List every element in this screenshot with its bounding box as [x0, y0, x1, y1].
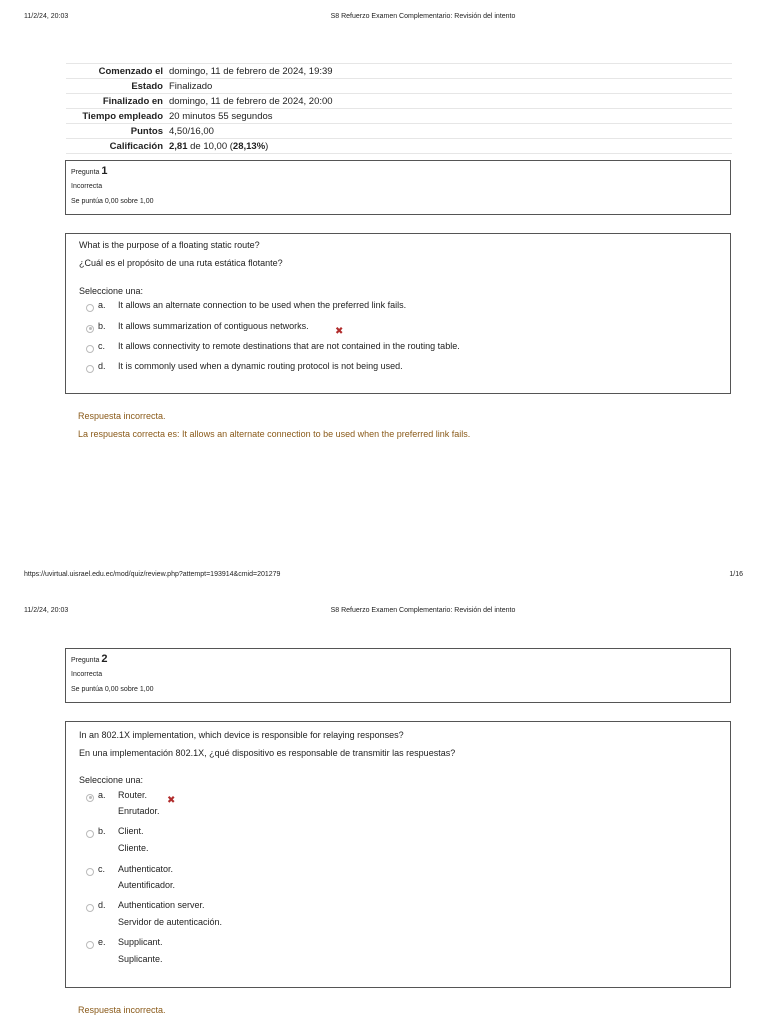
option-text: It is commonly used when a dynamic routing protocol is not being used.: [118, 361, 403, 371]
feedback-incorrect: Respuesta incorrecta.: [78, 1005, 166, 1015]
answer-option-a[interactable]: [86, 300, 406, 310]
summary-value: domingo, 11 de febrero de 2024, 19:39: [169, 65, 333, 77]
radio-button-selected[interactable]: [86, 794, 94, 802]
question-text-en: What is the purpose of a floating static route?: [79, 240, 260, 250]
incorrect-cross-icon: ✖: [335, 326, 344, 337]
option-letter: d.: [98, 361, 106, 371]
question-grade: Se puntúa 0,00 sobre 1,00: [71, 686, 154, 693]
question-2-content: [65, 721, 731, 988]
page-footer-url: https://uvirtual.uisrael.edu.ec/mod/quiz/review.php?attempt=193914&cmid=201279: [24, 571, 281, 578]
summary-row-grade: [66, 139, 732, 154]
option-letter: c.: [98, 864, 106, 874]
answer-option-b[interactable]: [86, 826, 144, 836]
summary-label: Comenzado el: [98, 65, 163, 77]
radio-button-selected[interactable]: [86, 325, 94, 333]
option-subtext: Suplicante.: [118, 954, 163, 964]
radio-button[interactable]: [86, 941, 94, 949]
question-state: Incorrecta: [71, 671, 103, 678]
answer-option-d[interactable]: [86, 361, 403, 371]
summary-row: [66, 109, 732, 124]
option-subtext: Autentificador.: [118, 880, 176, 890]
radio-button[interactable]: [86, 904, 94, 912]
question-2-info: [65, 648, 731, 703]
question-prefix: Pregunta: [71, 657, 102, 664]
grade-value: [169, 139, 732, 154]
question-text-es: ¿Cuál es el propósito de una ruta estática flotante?: [79, 258, 283, 268]
page-header-title: S8 Refuerzo Examen Complementario: Revisión del intento: [330, 607, 516, 614]
grade-mid: de 10,00 (: [187, 140, 233, 152]
question-1-content: [65, 233, 731, 394]
grade-end: ): [265, 140, 269, 152]
option-subtext: Servidor de autenticación.: [118, 917, 223, 927]
answer-option-c[interactable]: [86, 864, 173, 874]
select-prompt: Seleccione una:: [79, 775, 144, 785]
option-text: Authentication server.: [118, 900, 205, 910]
option-letter: b.: [98, 321, 106, 331]
answer-option-a[interactable]: [86, 790, 147, 800]
option-letter: d.: [98, 900, 106, 910]
question-text-es: En una implementación 802.1X, ¿qué dispositivo es responsable de transmitir las respuestas?: [79, 748, 456, 758]
summary-value: domingo, 11 de febrero de 2024, 20:00: [169, 95, 333, 107]
option-subtext: Cliente.: [118, 843, 149, 853]
summary-label: Estado: [131, 80, 163, 92]
page-header-date: 11/2/24, 20:03: [24, 607, 69, 614]
summary-row: [66, 124, 732, 139]
radio-button[interactable]: [86, 868, 94, 876]
summary-value: 4,50/16,00: [169, 125, 214, 137]
summary-row: [66, 64, 732, 79]
option-letter: e.: [98, 937, 106, 947]
answer-option-e[interactable]: [86, 937, 163, 947]
summary-row: [66, 94, 732, 109]
summary-label: Puntos: [130, 125, 163, 137]
feedback-correct-answer: La respuesta correcta es: It allows an alternate connection to be used when the preferred link fails.: [78, 429, 471, 439]
radio-button[interactable]: [86, 304, 94, 312]
radio-button[interactable]: [86, 365, 94, 373]
summary-row: [66, 79, 732, 94]
summary-value: 20 minutos 55 segundos: [169, 110, 273, 122]
question-grade: Se puntúa 0,00 sobre 1,00: [71, 198, 154, 205]
answer-option-c[interactable]: [86, 341, 460, 351]
page-footer-number: 1/16: [729, 571, 743, 578]
attempt-summary-table: [66, 63, 732, 154]
grade-score: 2,81: [169, 140, 188, 152]
question-number: [71, 653, 107, 665]
option-letter: b.: [98, 826, 106, 836]
option-letter: a.: [98, 790, 106, 800]
answer-option-d[interactable]: [86, 900, 205, 910]
option-text: Client.: [118, 826, 144, 836]
radio-button[interactable]: [86, 345, 94, 353]
option-letter: c.: [98, 341, 106, 351]
question-1-info: [65, 160, 731, 215]
question-number: [71, 165, 107, 177]
option-letter: a.: [98, 300, 106, 310]
question-number-value: 1: [101, 165, 108, 177]
question-text-en: In an 802.1X implementation, which device is responsible for relaying responses?: [79, 730, 404, 740]
option-text: Supplicant.: [118, 937, 163, 947]
summary-value: Finalizado: [169, 80, 213, 92]
grade-label: Calificación: [109, 140, 163, 152]
option-text: Router.: [118, 790, 148, 800]
option-text: Authenticator.: [118, 864, 174, 874]
radio-button[interactable]: [86, 830, 94, 838]
option-text: It allows an alternate connection to be used when the preferred link fails.: [118, 300, 407, 310]
grade-percent: 28,13%: [232, 140, 266, 152]
page-header-date: 11/2/24, 20:03: [24, 13, 69, 20]
summary-label: Tiempo empleado: [82, 110, 163, 122]
select-prompt: Seleccione una:: [79, 286, 144, 296]
summary-label: Finalizado en: [102, 95, 163, 107]
answer-option-b[interactable]: [86, 321, 309, 331]
option-subtext: Enrutador.: [118, 806, 160, 816]
option-text: It allows summarization of contiguous networks.: [118, 321, 309, 331]
option-text: It allows connectivity to remote destinations that are not contained in the routing table.: [118, 341, 460, 351]
page-header-title: S8 Refuerzo Examen Complementario: Revisión del intento: [330, 13, 516, 20]
question-state: Incorrecta: [71, 183, 103, 190]
question-prefix: Pregunta: [71, 169, 102, 176]
feedback-incorrect: Respuesta incorrecta.: [78, 411, 166, 421]
incorrect-cross-icon: ✖: [167, 795, 176, 806]
question-number-value: 2: [101, 653, 108, 665]
